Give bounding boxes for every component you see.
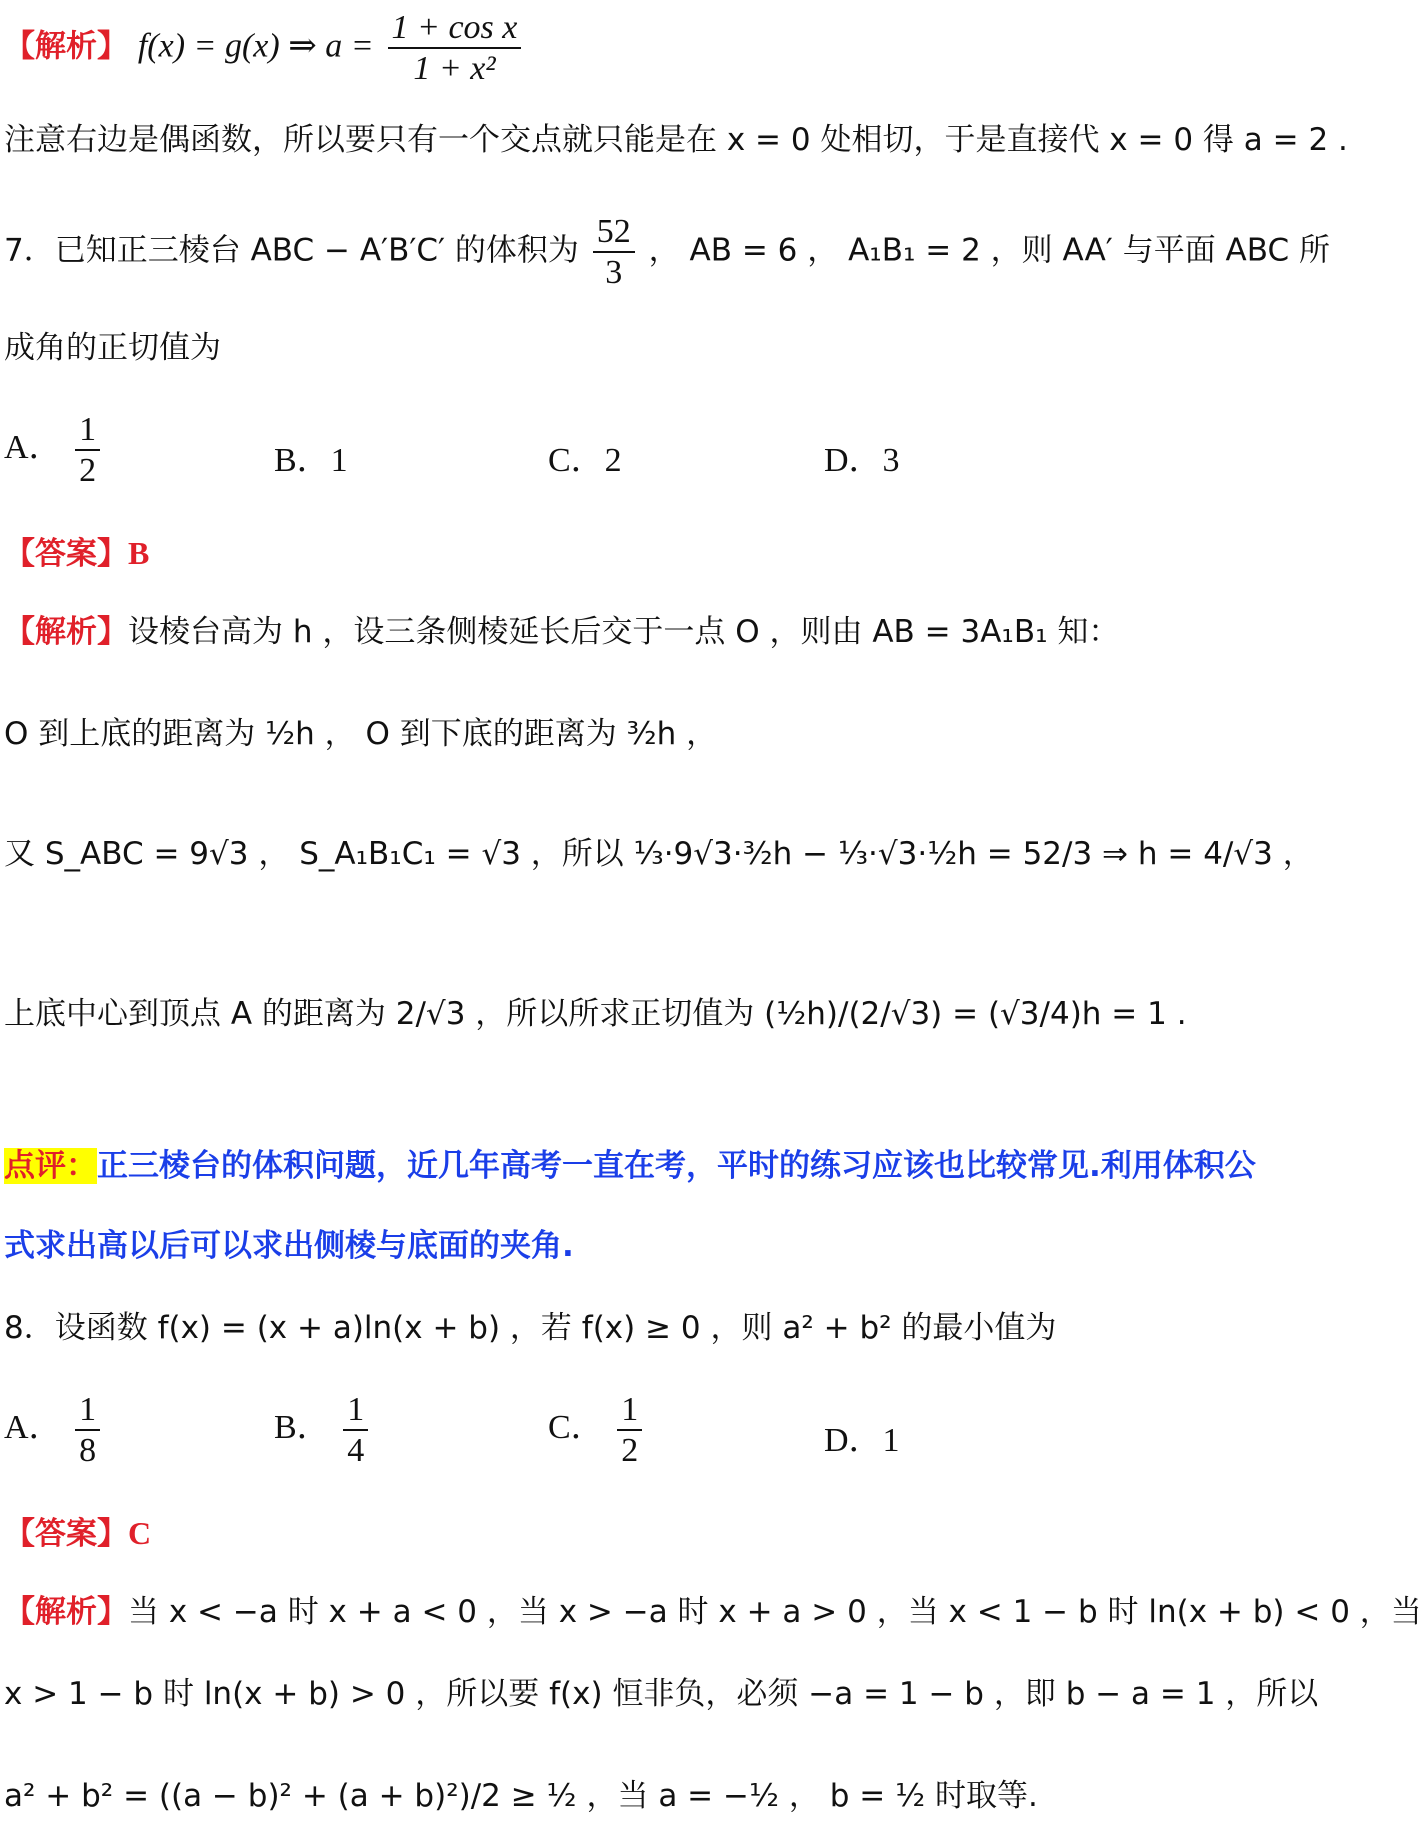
q7-solution-2: O 到上底的距离为 ½h ， O 到下底的距离为 ³⁄₂h ，: [4, 716, 718, 752]
answer-value: C: [128, 1515, 152, 1551]
question-8-stem: 8．设函数 f(x) = (x + a)ln(x + b) ，若 f(x) ≥ 0 ，则 a² + b² 的最小值为: [4, 1310, 1057, 1346]
q7-option-c: C．2: [548, 442, 622, 479]
fraction: [388, 8, 522, 88]
fraction-numerator: 1 + cos x: [388, 8, 522, 49]
solution-line-2: 注意右边是偶函数，所以要只有一个交点就只能是在 x = 0 处相切，于是直接代 x = 0 得 a = 2 .: [4, 122, 1348, 158]
comment-text: 正三棱台的体积问题，近几年高考一直在考，平时的练习应该也比较常见.利用体积公: [97, 1148, 1256, 1184]
analysis-tag: 【解析】: [4, 1594, 128, 1630]
fraction: [617, 1390, 642, 1470]
option-label: B．: [274, 1408, 331, 1446]
q7-solution-4: 上底中心到顶点 A 的距离为 2/√3 ，所以所求正切值为 (½h)/(2/√3) = (√3/4)h = 1 .: [4, 996, 1187, 1032]
fraction-numerator: 52: [593, 212, 635, 253]
question-7-text-a: 7．已知正三棱台 ABC − A′B′C′ 的体积为: [4, 232, 579, 269]
analysis-tag: 【解析】: [4, 614, 128, 650]
fraction-numerator: 1: [343, 1390, 368, 1431]
analysis-tag: 【解析】: [4, 28, 128, 65]
answer-value: B: [128, 535, 150, 571]
q7-option-b: B．1: [274, 442, 348, 479]
q8-option-d: D．1: [824, 1422, 900, 1459]
q8-option-b: [274, 1390, 372, 1470]
math-expression: f(x) = g(x) ⇒ a =: [137, 27, 374, 65]
option-label: A．: [4, 428, 63, 466]
comment-line-1: [4, 1148, 1276, 1185]
volume-fraction: [593, 212, 635, 292]
q7-option-a: [4, 410, 104, 490]
fraction-denominator: 3: [605, 254, 623, 292]
option-label: C．: [548, 1408, 605, 1446]
fraction: [75, 410, 100, 490]
q8-solution-3: a² + b² = ((a − b)² + (a + b)²)/2 ≥ ½ ，当 a = −½ ， b = ½ 时取等.: [4, 1778, 1038, 1814]
q7-solution-3: 又 S_ABC = 9√3 ， S_A₁B₁C₁ = √3 ，所以 ⅓·9√3·³⁄₂h − ⅓·√3·½h = 52/3 ⇒ h = 4/√3 ，: [4, 836, 1314, 872]
solution-text: 当 x < −a 时 x + a < 0 ，当 x > −a 时 x + a > 0 ，当 x < 1 − b 时 ln(x + b) < 0 ，当: [128, 1594, 1422, 1630]
question-7-text-b: ， AB = 6 ， A₁B₁ = 2 ，则 AA′ 与平面 ABC 所: [648, 232, 1330, 269]
comment-tag: 点评：: [4, 1148, 97, 1184]
q8-solution-1: [4, 1594, 1422, 1631]
fraction-denominator: 2: [79, 452, 97, 490]
fraction-denominator: 8: [79, 1432, 97, 1470]
q8-option-a: [4, 1390, 104, 1470]
fraction-numerator: 1: [617, 1390, 642, 1431]
question-7-stem: [4, 212, 1330, 292]
q7-solution-1: [4, 614, 1276, 651]
question-7-stem-cont: 成角的正切值为: [4, 330, 221, 366]
q8-option-c: [548, 1390, 646, 1470]
fraction: [75, 1390, 100, 1470]
fraction-denominator: 4: [347, 1432, 365, 1470]
fraction-denominator: 1 + x²: [413, 50, 496, 88]
q8-solution-2: x > 1 − b 时 ln(x + b) > 0 ，所以要 f(x) 恒非负，必须 −a = 1 − b ，即 b − a = 1 ，所以: [4, 1676, 1319, 1712]
answer-tag: 【答案】: [4, 536, 128, 572]
answer-tag: 【答案】: [4, 1516, 128, 1552]
fraction-numerator: 1: [75, 410, 100, 451]
q8-answer: [4, 1514, 1276, 1553]
solution-line-1: [4, 8, 1276, 88]
option-label: A．: [4, 1408, 63, 1446]
comment-line-2: 式求出高以后可以求出侧棱与底面的夹角.: [4, 1228, 574, 1264]
solution-text: 设棱台高为 h ，设三条侧棱延长后交于一点 O ，则由 AB = 3A₁B₁ 知：: [128, 614, 1120, 650]
q7-option-d: D．3: [824, 442, 900, 479]
fraction: [343, 1390, 368, 1470]
fraction-denominator: 2: [621, 1432, 639, 1470]
q7-answer: [4, 534, 1276, 573]
fraction-numerator: 1: [75, 1390, 100, 1431]
